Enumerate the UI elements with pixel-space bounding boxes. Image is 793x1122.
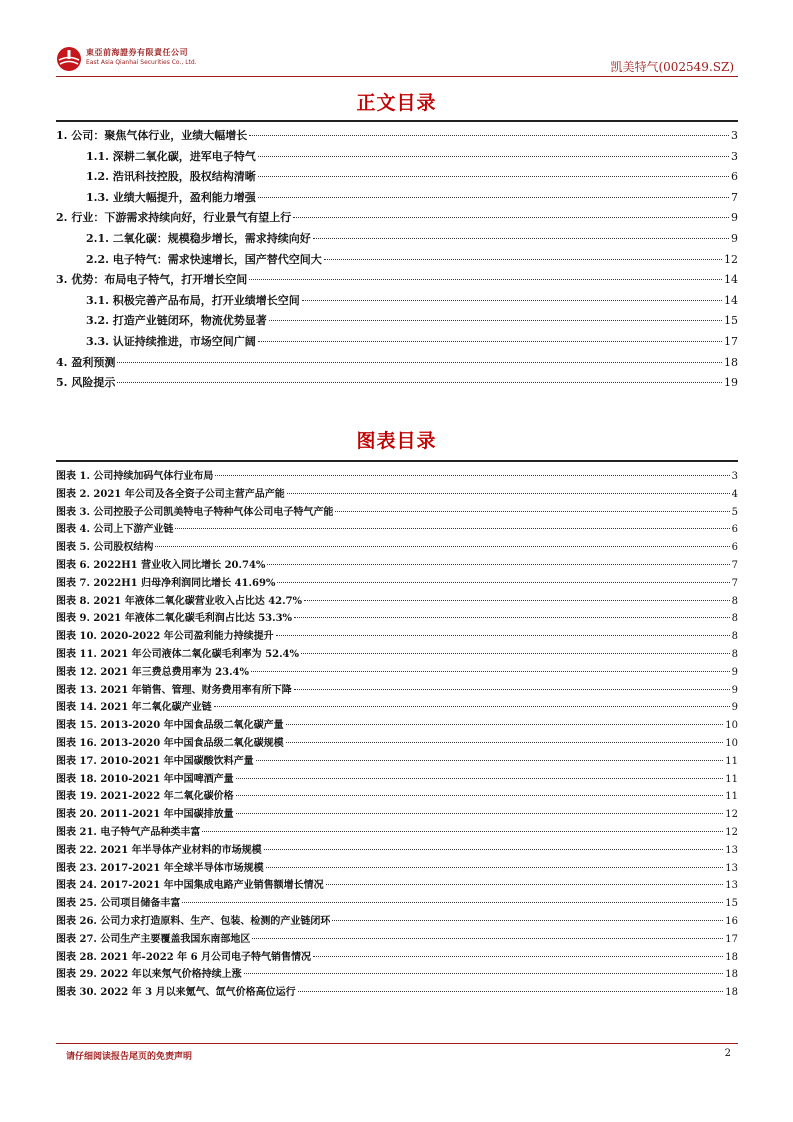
- figure-entry[interactable]: [56, 823, 738, 841]
- dot-leader: [236, 813, 724, 814]
- dot-leader: [313, 238, 729, 239]
- figure-entry-label: 图表 1. 公司持续加码气体行业布局: [56, 471, 214, 482]
- toc-entry-page: 18: [724, 355, 738, 369]
- figure-entry[interactable]: [56, 520, 738, 538]
- dot-leader: [256, 760, 724, 761]
- dot-leader: [258, 197, 729, 198]
- toc-entry-page: 3: [731, 149, 738, 163]
- figure-entry[interactable]: [56, 770, 738, 788]
- figure-entry[interactable]: [56, 752, 738, 770]
- toc-entry-page: 19: [724, 376, 738, 390]
- toc-entry[interactable]: [56, 292, 738, 313]
- dot-leader: [236, 778, 724, 779]
- figure-entry[interactable]: [56, 645, 738, 663]
- figure-entry-label: 图表 7. 2022H1 归母净利润同比增长 41.69%: [56, 577, 276, 589]
- figure-entry-page: 13: [725, 862, 738, 874]
- toc-entry-page: 6: [731, 170, 738, 184]
- toc-entry[interactable]: [56, 312, 738, 333]
- figure-entry-page: 9: [731, 684, 738, 696]
- figure-entry-label: 图表 25. 公司项目储备丰富: [56, 898, 181, 910]
- figure-entry-label: 图表 19. 2021-2022 年二氧化碳价格: [56, 791, 234, 803]
- figure-entry[interactable]: [56, 716, 738, 734]
- figure-entry[interactable]: [56, 805, 738, 823]
- dot-leader: [258, 176, 729, 177]
- figure-entry-page: 11: [725, 773, 738, 785]
- dot-leader: [236, 795, 724, 796]
- dot-leader: [117, 382, 722, 383]
- figure-entry-page: 7: [731, 559, 738, 571]
- toc-entry-label: 2. 行业：下游需求持续向好，行业景气有望上行: [56, 211, 292, 225]
- dot-leader: [215, 475, 729, 476]
- toc-entry-label: 1. 公司：聚焦气体行业，业绩大幅增长: [56, 129, 248, 142]
- toc-entry-page: 14: [724, 273, 738, 287]
- toc-entry[interactable]: [56, 127, 738, 148]
- toc-entry-label: 2.1. 二氧化碳：规模稳步增长，需求持续向好: [86, 231, 311, 245]
- toc-entry-page: 9: [731, 231, 738, 245]
- toc-entry[interactable]: [56, 209, 738, 230]
- figure-entry-label: 图表 18. 2010-2021 年中国啤酒产量: [56, 773, 234, 785]
- figure-entry-page: 5: [731, 506, 738, 518]
- dot-leader: [258, 341, 722, 342]
- figure-entry[interactable]: [56, 841, 738, 859]
- figure-entry-label: 图表 9. 2021 年液体二氧化碳毛利润占比达 53.3%: [56, 613, 293, 625]
- toc-entry-page: 7: [731, 190, 738, 204]
- figure-entry-label: 图表 24. 2017-2021 年中国集成电路产业销售额增长情况: [56, 880, 324, 892]
- figure-entry-page: 8: [731, 613, 738, 625]
- toc-entry-page: 17: [724, 334, 738, 348]
- dot-leader: [335, 511, 729, 512]
- figure-entry-page: 12: [725, 826, 738, 838]
- toc-entry-label: 1.2. 浩讯科技控股，股权结构清晰: [86, 170, 256, 184]
- toc-entry[interactable]: [56, 333, 738, 354]
- figure-entry[interactable]: [56, 467, 738, 485]
- figure-entry-label: 图表 21. 电子特气产品种类丰富: [56, 826, 201, 838]
- company-name-cn: 東亞前海證券有限責任公司: [86, 48, 188, 57]
- company-logo-icon: [56, 46, 82, 72]
- page-header: [56, 44, 736, 76]
- figure-entry-label: 图表 15. 2013-2020 年中国食品级二氧化碳产量: [56, 720, 284, 732]
- dot-leader: [294, 689, 730, 690]
- figure-entry-page: 8: [731, 648, 738, 660]
- dot-leader: [175, 528, 729, 529]
- dot-leader: [301, 653, 730, 654]
- dot-leader: [324, 259, 722, 260]
- figures-title-divider: [56, 460, 738, 462]
- dot-leader: [313, 956, 723, 957]
- toc-entry[interactable]: [56, 189, 738, 210]
- figure-entry[interactable]: [56, 609, 738, 627]
- toc-entry-page: 15: [724, 314, 738, 328]
- dot-leader: [244, 973, 724, 974]
- footer-divider: [56, 1043, 738, 1044]
- figure-entry-label: 图表 4. 公司上下游产业链: [56, 524, 174, 536]
- figure-entry[interactable]: [56, 485, 738, 503]
- figure-entry-label: 图表 3. 公司控股子公司凯美特电子特种气体公司电子特气产能: [56, 506, 334, 518]
- figure-entry-page: 8: [731, 595, 738, 607]
- figure-entry-page: 18: [725, 969, 738, 981]
- page-number: 2: [724, 1048, 731, 1059]
- toc-entry-label: 5. 风险提示: [56, 376, 116, 390]
- figure-entry-page: 18: [725, 987, 738, 999]
- toc-entry-label: 3. 优势：布局电子特气，打开增长空间: [56, 273, 248, 287]
- dot-leader: [287, 493, 730, 494]
- dot-leader: [252, 938, 723, 939]
- header-divider: [56, 76, 738, 77]
- figure-entry[interactable]: [56, 574, 738, 592]
- toc-entry[interactable]: [56, 230, 738, 251]
- figure-entry[interactable]: [56, 681, 738, 699]
- toc-entry[interactable]: [56, 354, 738, 375]
- dot-leader: [286, 724, 724, 725]
- toc-entry[interactable]: [56, 251, 738, 272]
- figure-entry-page: 12: [725, 809, 738, 821]
- dot-leader: [249, 279, 722, 280]
- toc-entry-page: 3: [731, 129, 738, 142]
- figure-entry-label: 图表 6. 2022H1 营业收入同比增长 20.74%: [56, 559, 266, 571]
- figure-entry-label: 图表 16. 2013-2020 年中国食品级二氧化碳规模: [56, 737, 284, 749]
- stock-ticker: 凯美特气(002549.SZ): [610, 60, 734, 74]
- figure-entry-label: 图表 27. 公司生产主要覆盖我国东南部地区: [56, 933, 251, 945]
- figure-entry-page: 15: [725, 898, 738, 910]
- figure-entry-label: 图表 14. 2021 年二氧化碳产业链: [56, 702, 212, 714]
- figure-entry-label: 图表 13. 2021 年销售、管理、财务费用率有所下降: [56, 684, 292, 696]
- figures-title: 图表目录: [356, 430, 437, 452]
- figure-entry-page: 17: [725, 933, 738, 945]
- figure-entry-page: 3: [731, 471, 738, 482]
- dot-leader: [294, 617, 730, 618]
- figure-entry-page: 9: [731, 702, 738, 714]
- dot-leader: [286, 742, 724, 743]
- toc-title-divider: [56, 120, 738, 122]
- figure-entry-label: 图表 30. 2022 年 3 月以来氪气、氙气价格高位运行: [56, 987, 296, 999]
- figure-entry-page: 13: [725, 880, 738, 892]
- figure-entry-label: 图表 17. 2010-2021 年中国碳酸饮料产量: [56, 755, 254, 767]
- figure-entry[interactable]: [56, 698, 738, 716]
- figure-entry-page: 11: [725, 791, 738, 803]
- dot-leader: [293, 217, 729, 218]
- figure-entry-label: 图表 11. 2021 年公司液体二氧化碳毛利率为 52.4%: [56, 648, 300, 660]
- dot-leader: [266, 867, 724, 868]
- figure-entry[interactable]: [56, 948, 738, 966]
- dot-leader: [276, 635, 730, 636]
- figure-entry[interactable]: [56, 930, 738, 948]
- figure-entry-page: 6: [731, 542, 738, 554]
- dot-leader: [214, 706, 730, 707]
- toc-entry-page: 14: [724, 293, 738, 307]
- dot-leader: [332, 920, 723, 921]
- figure-entry[interactable]: [56, 912, 738, 930]
- figure-entry-label: 图表 29. 2022 年以来氖气价格持续上涨: [56, 969, 242, 981]
- figure-entry[interactable]: [56, 556, 738, 574]
- dot-leader: [251, 671, 730, 672]
- dot-leader: [326, 884, 724, 885]
- toc-entry-page: 9: [731, 211, 738, 225]
- figure-entry-page: 10: [725, 737, 738, 749]
- figure-entry-label: 图表 22. 2021 年半导体产业材料的市场规模: [56, 844, 262, 856]
- figure-entry-label: 图表 26. 公司力求打造原料、生产、包装、检测的产业链闭环: [56, 915, 331, 927]
- toc-entry[interactable]: [56, 168, 738, 189]
- list-of-figures: [56, 467, 738, 1001]
- figure-entry-label: 图表 2. 2021 年公司及各全资子公司主营产品产能: [56, 488, 285, 500]
- toc-entry-label: 3.1. 积极完善产品布局，打开业绩增长空间: [86, 293, 300, 307]
- dot-leader: [298, 991, 724, 992]
- figure-entry[interactable]: [56, 876, 738, 894]
- dot-leader: [264, 849, 724, 850]
- figure-entry-label: 图表 5. 公司股权结构: [56, 542, 154, 554]
- disclaimer-note: 请仔细阅读报告尾页的免责声明: [66, 1052, 193, 1062]
- dot-leader: [269, 320, 722, 321]
- figure-entry-page: 9: [731, 666, 738, 678]
- dot-leader: [182, 902, 723, 903]
- figure-entry-label: 图表 28. 2021 年-2022 年 6 月公司电子特气销售情况: [56, 951, 312, 963]
- dot-leader: [277, 582, 729, 583]
- figure-entry[interactable]: [56, 627, 738, 645]
- figure-entry[interactable]: [56, 787, 738, 805]
- figure-entry[interactable]: [56, 503, 738, 521]
- company-name-en: East Asia Qianhai Securities Co., Ltd.: [86, 59, 197, 66]
- figure-entry[interactable]: [56, 894, 738, 912]
- toc-entry[interactable]: [56, 374, 738, 395]
- figure-entry-page: 13: [725, 844, 738, 856]
- figure-entry-label: 图表 23. 2017-2021 年全球半导体市场规模: [56, 862, 264, 874]
- dot-leader: [267, 564, 729, 565]
- figure-entry-page: 16: [725, 915, 738, 927]
- figure-entry-page: 4: [731, 488, 738, 500]
- figure-entry[interactable]: [56, 592, 738, 610]
- dot-leader: [249, 135, 729, 136]
- dot-leader: [304, 600, 730, 601]
- figure-entry[interactable]: [56, 859, 738, 877]
- figure-entry[interactable]: [56, 734, 738, 752]
- dot-leader: [302, 300, 722, 301]
- toc-entry-label: 3.3. 认证持续推进，市场空间广阔: [86, 334, 256, 348]
- figure-entry-page: 7: [731, 577, 738, 589]
- figure-entry[interactable]: [56, 983, 738, 1001]
- figure-entry-page: 6: [731, 524, 738, 536]
- figure-entry-label: 图表 12. 2021 年三费总费用率为 23.4%: [56, 666, 250, 678]
- figure-entry[interactable]: [56, 663, 738, 681]
- figure-entry-page: 10: [725, 720, 738, 732]
- table-of-contents: [56, 127, 738, 395]
- toc-entry-label: 4. 盈利预测: [56, 355, 116, 369]
- toc-entry-label: 1.1. 深耕二氧化碳，进军电子特气: [86, 149, 256, 163]
- toc-entry-label: 2.2. 电子特气：需求快速增长，国产替代空间大: [86, 252, 322, 266]
- toc-entry[interactable]: [56, 271, 738, 292]
- figure-entry-label: 图表 20. 2011-2021 年中国碳排放量: [56, 809, 234, 821]
- dot-leader: [155, 546, 729, 547]
- figure-entry-page: 11: [725, 755, 738, 767]
- toc-entry-label: 3.2. 打造产业链闭环，物流优势显著: [86, 314, 267, 328]
- toc-title: 正文目录: [356, 92, 437, 114]
- dot-leader: [117, 362, 722, 363]
- figure-entry-label: 图表 10. 2020-2022 年公司盈利能力持续提升: [56, 631, 274, 643]
- toc-entry-label: 1.3. 业绩大幅提升，盈利能力增强: [86, 190, 256, 204]
- dot-leader: [258, 156, 729, 157]
- figure-entry-page: 8: [731, 631, 738, 643]
- toc-entry-page: 12: [724, 252, 738, 266]
- dot-leader: [202, 831, 723, 832]
- figure-entry-label: 图表 8. 2021 年液体二氧化碳营业收入占比达 42.7%: [56, 595, 303, 607]
- figure-entry[interactable]: [56, 965, 738, 983]
- toc-entry[interactable]: [56, 148, 738, 169]
- figure-entry-page: 18: [725, 951, 738, 963]
- figure-entry[interactable]: [56, 538, 738, 556]
